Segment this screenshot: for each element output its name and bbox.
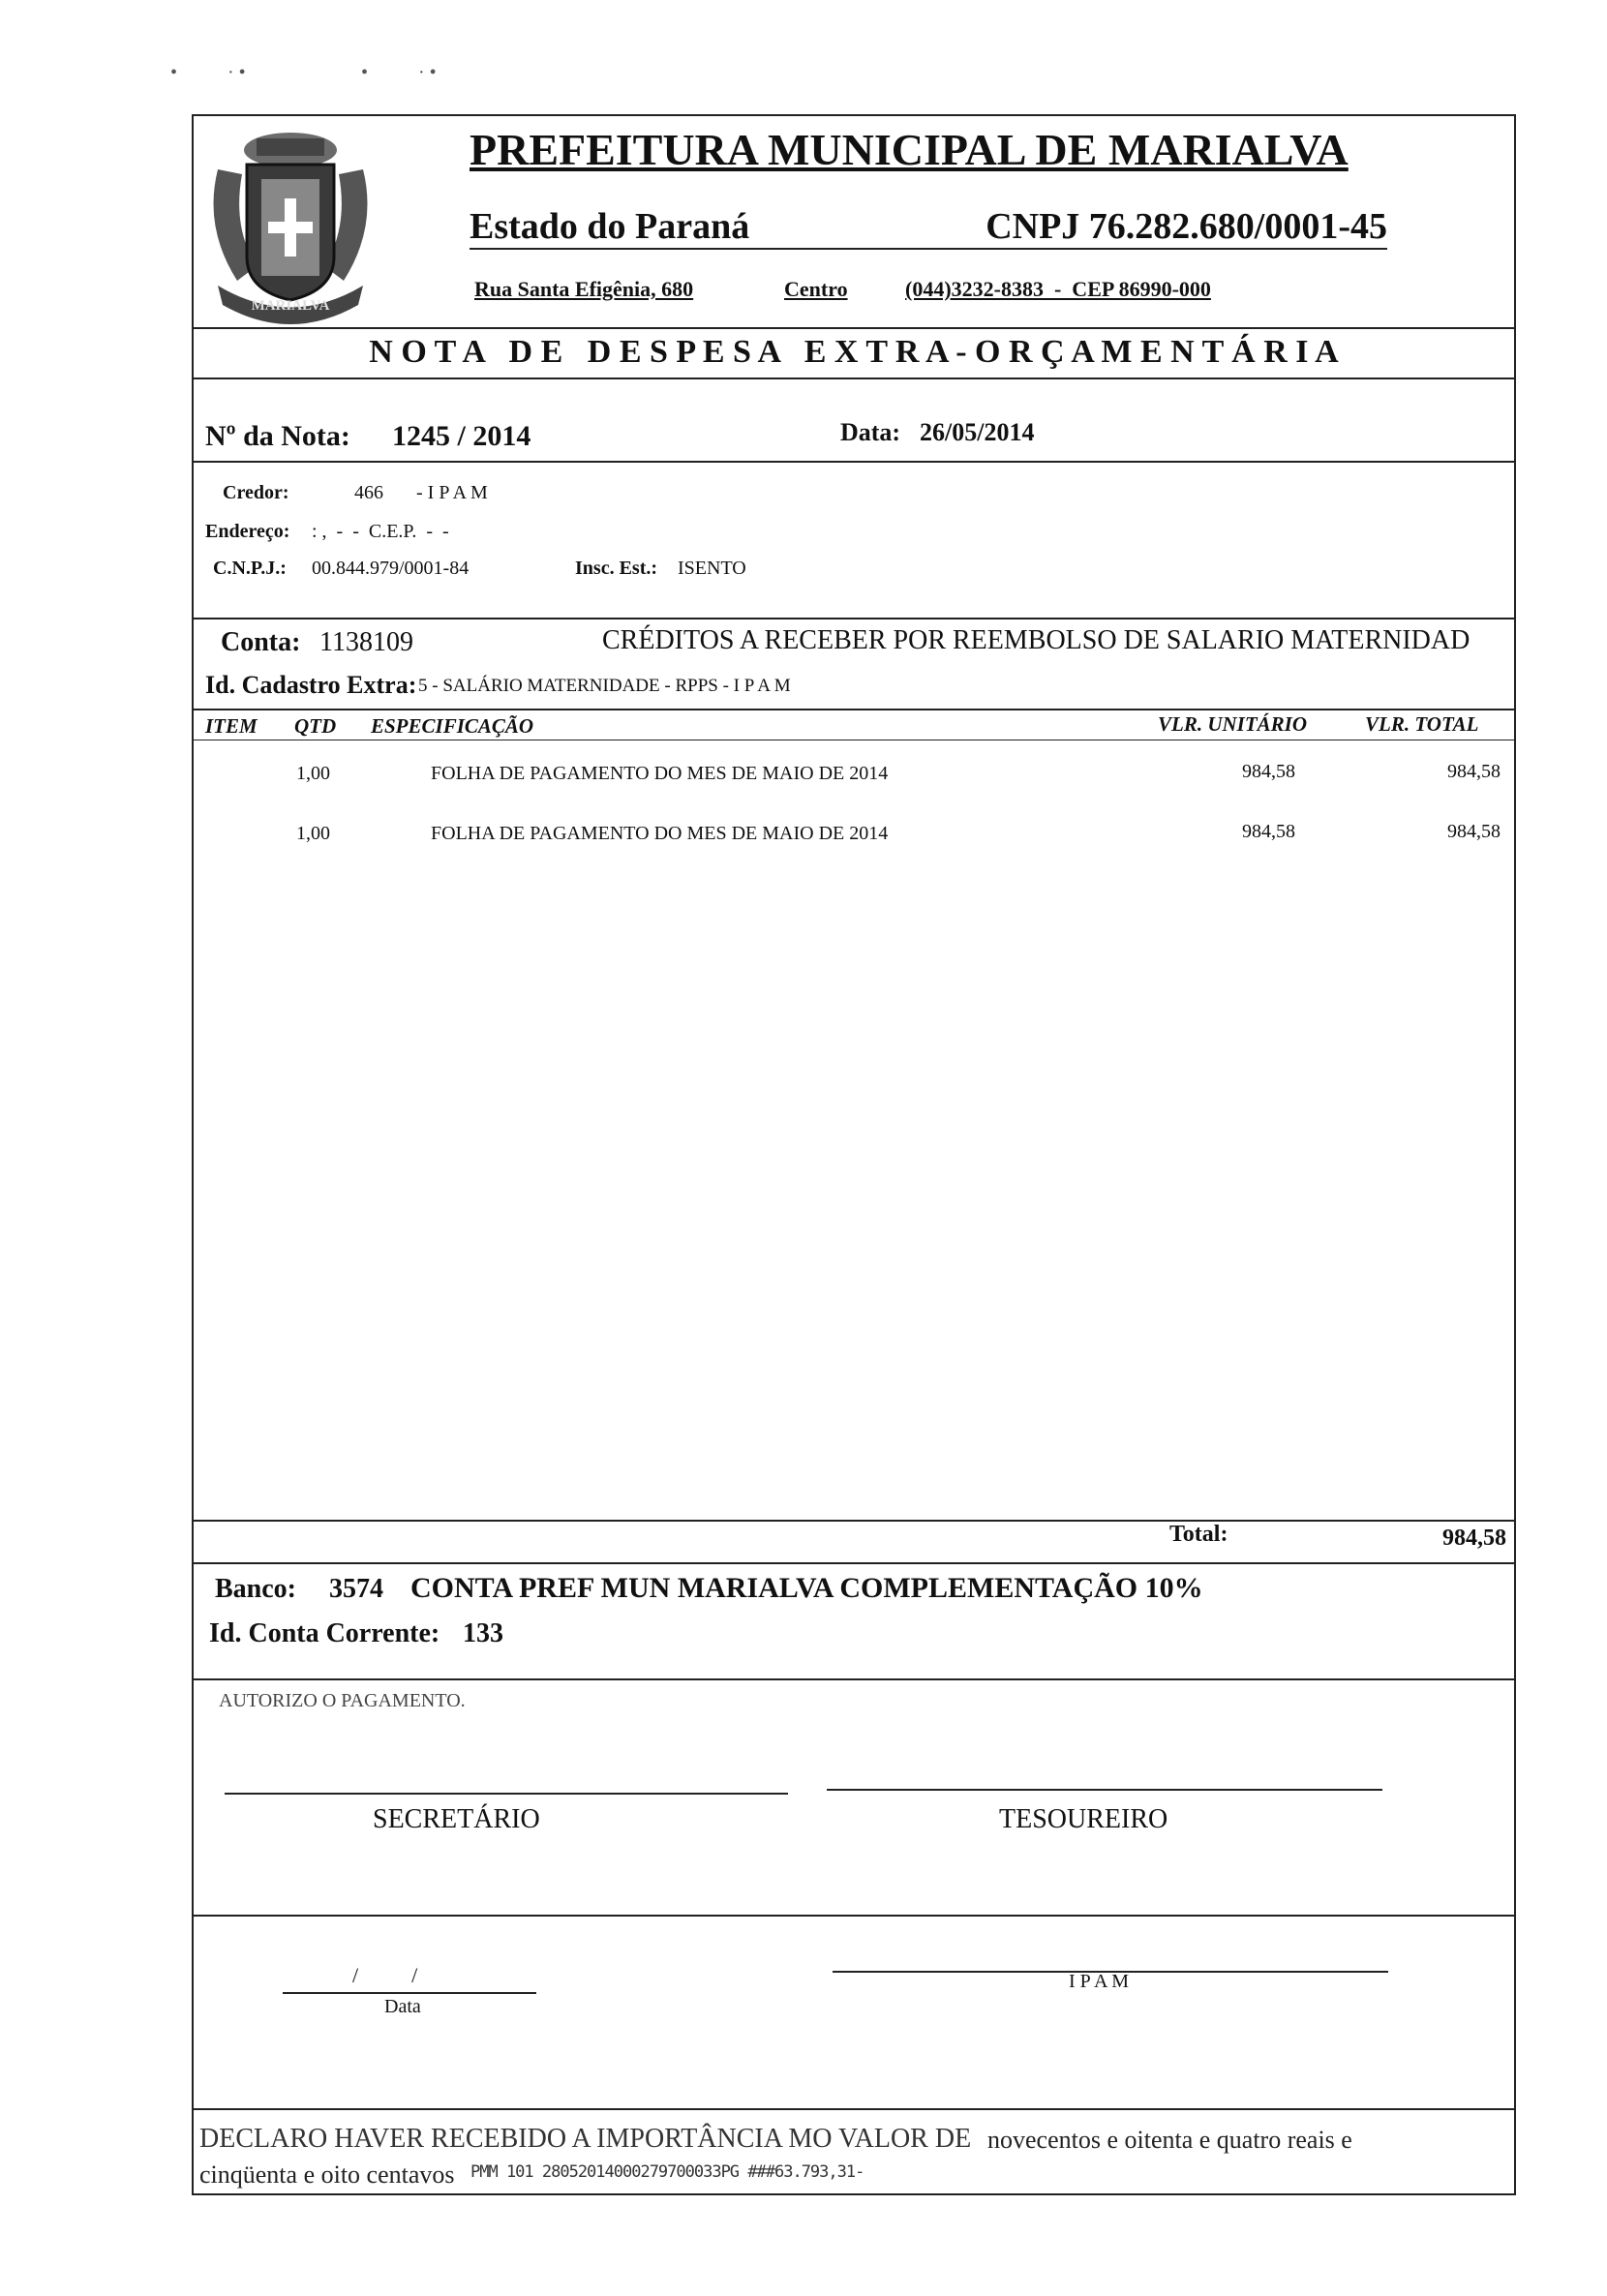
credor-name: - I P A M [416, 482, 488, 503]
col-header-total: VLR. TOTAL [1365, 712, 1479, 736]
ipam-label: I P A M [1069, 1971, 1130, 1992]
scan-artifact: • [170, 62, 178, 83]
header-cnpj: CNPJ 76.282.680/0001-45 [777, 205, 1387, 250]
header-address: Rua Santa Efigênia, 680 [474, 277, 694, 301]
date-value: 26/05/2014 [920, 418, 1035, 446]
header-district: Centro [784, 277, 848, 301]
insc-value: ISENTO [678, 558, 746, 579]
secretario-signature-line [225, 1793, 788, 1795]
cnpj-label: C.N.P.J.: [213, 558, 287, 579]
endereco-value: : , - - C.E.P. - - [312, 521, 449, 542]
declaro-text: DECLARO HAVER RECEBIDO A IMPORTÂNCIA MO VALOR DE [199, 2124, 972, 2154]
credor-label: Credor: [223, 482, 289, 503]
row-spec: FOLHA DE PAGAMENTO DO MES DE MAIO DE 2014 [431, 823, 889, 844]
header-title: PREFEITURA MUNICIPAL DE MARIALVA [470, 125, 1349, 174]
insc-label: Insc. Est.: [575, 558, 658, 579]
amount-in-words-line1: novecentos e oitenta e quatro reais e [987, 2126, 1352, 2154]
endereco-label: Endereço: [205, 521, 290, 542]
header-state: Estado do Paraná [470, 205, 777, 250]
col-header-item: ITEM [205, 714, 258, 738]
banco-code: 3574 [329, 1574, 383, 1604]
conta-label: Conta: [221, 627, 301, 657]
emblem-ribbon-text: MARIALVA [251, 298, 330, 314]
row-unit: 984,58 [1242, 821, 1295, 842]
conta-description: CRÉDITOS A RECEBER POR REEMBOLSO DE SALARIO MATERNIDAD [602, 625, 1471, 655]
total-label: Total: [1169, 1522, 1228, 1547]
coat-of-arms-icon [198, 121, 382, 324]
scan-artifact: · • [418, 62, 437, 83]
row-total: 984,58 [1447, 821, 1501, 842]
tesoureiro-label: TESOUREIRO [999, 1804, 1168, 1834]
secretario-label: SECRETÁRIO [373, 1804, 540, 1834]
row-total: 984,58 [1447, 761, 1501, 782]
row-qtd: 1,00 [296, 763, 330, 784]
cadastro-value: 5 - SALÁRIO MATERNIDADE - RPPS - I P A M [418, 676, 791, 696]
nota-label: Nº da Nota: [205, 420, 350, 452]
conta-value: 1138109 [319, 627, 413, 657]
row-unit: 984,58 [1242, 761, 1295, 782]
date-caption: Data [384, 1996, 421, 2017]
document-title: N O T A D E D E S P E S A E X T R A - O R Ç A M E N T Á R I A [369, 334, 1339, 370]
row-qtd: 1,00 [296, 823, 330, 844]
nota-number: 1245 / 2014 [392, 420, 531, 452]
cnpj-value: 00.844.979/0001-84 [312, 558, 470, 579]
banco-label: Banco: [215, 1574, 296, 1604]
amount-in-words-line2: cinqüenta e oito centavos [199, 2160, 455, 2189]
total-value: 984,58 [1442, 1526, 1506, 1551]
header-phone-cep: (044)3232-8383 - CEP 86990-000 [905, 277, 1211, 301]
date-slashes: / / [352, 1963, 418, 1987]
col-header-spec: ESPECIFICAÇÃO [371, 714, 534, 738]
banco-name: CONTA PREF MUN MARIALVA COMPLEMENTAÇÃO 10% [410, 1572, 1203, 1604]
col-header-qtd: QTD [294, 714, 337, 738]
tesoureiro-signature-line [827, 1789, 1382, 1791]
row-spec: FOLHA DE PAGAMENTO DO MES DE MAIO DE 2014 [431, 763, 889, 784]
scan-artifact: · • [227, 62, 246, 83]
credor-code: 466 [354, 482, 383, 503]
col-header-unit: VLR. UNITÁRIO [1158, 712, 1308, 736]
cadastro-label: Id. Cadastro Extra: [205, 671, 417, 699]
autorizo-text: AUTORIZO O PAGAMENTO. [219, 1690, 466, 1711]
date-line [283, 1992, 536, 1994]
date-label: Data: [840, 418, 901, 446]
scan-artifact: • [361, 62, 369, 83]
conta-corrente-label: Id. Conta Corrente: [209, 1618, 440, 1648]
conta-corrente-value: 133 [463, 1618, 503, 1648]
payment-stamp: PMM 101 28052014000279700033PG ###63.793,31- [470, 2162, 864, 2182]
